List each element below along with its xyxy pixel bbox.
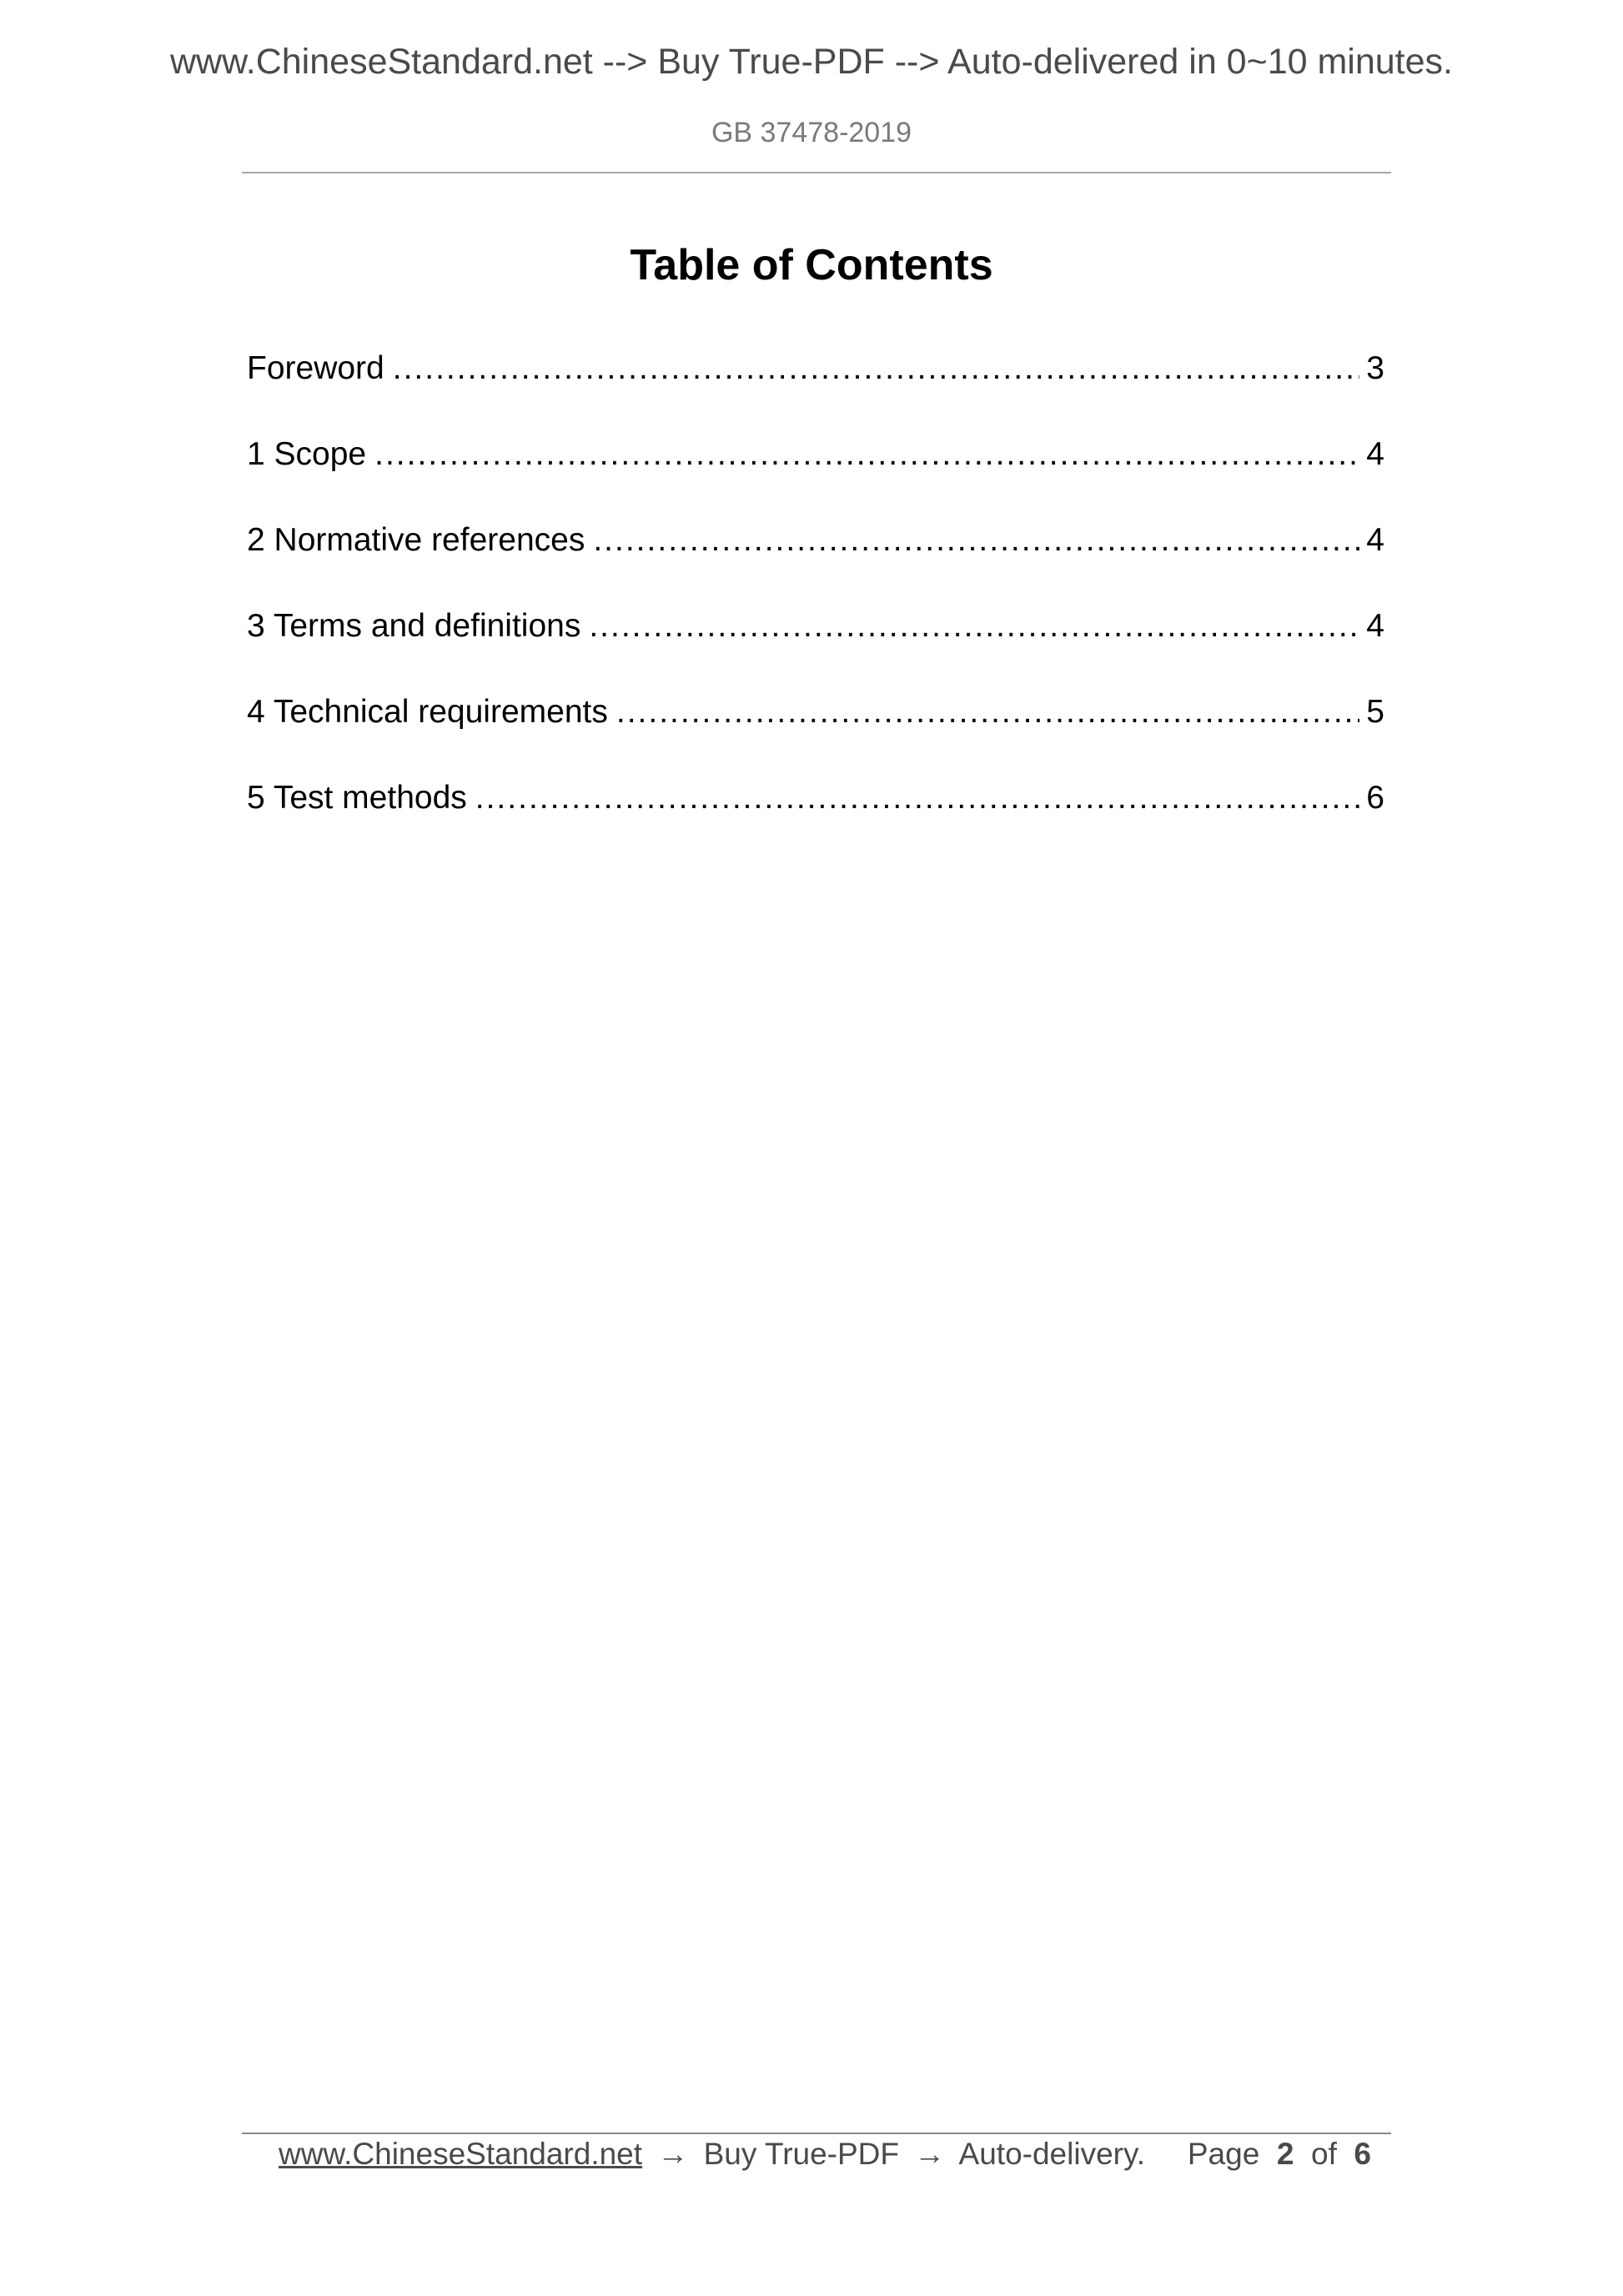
toc-list	[247, 350, 1384, 866]
toc-dot-leader	[393, 350, 1360, 387]
footer-divider	[242, 2133, 1391, 2134]
toc-entry-page: 3	[1366, 350, 1384, 386]
right-arrow-icon: →	[914, 2137, 946, 2171]
page-footer	[279, 2137, 1371, 2172]
toc-entry-label: 5 Test methods	[247, 780, 467, 816]
toc-entry-normative-references[interactable]	[247, 522, 1384, 608]
toc-dot-leader	[475, 780, 1360, 816]
toc-entry-foreword[interactable]	[247, 350, 1384, 436]
header-divider	[242, 172, 1391, 173]
toc-entry-test-methods[interactable]	[247, 780, 1384, 866]
toc-entry-label: 3 Terms and definitions	[247, 608, 581, 644]
header-banner: www.ChineseStandard.net --> Buy True-PDF --> Auto-delivered in 0~10 minutes.	[169, 42, 1453, 82]
toc-dot-leader	[593, 522, 1359, 559]
toc-entry-page: 6	[1366, 780, 1384, 816]
toc-dot-leader	[616, 694, 1359, 731]
of-word: of	[1311, 2137, 1337, 2171]
footer-site-link[interactable]: www.ChineseStandard.net	[279, 2137, 643, 2171]
footer-buy-text: Buy True-PDF	[703, 2137, 900, 2171]
toc-entry-page: 5	[1366, 694, 1384, 730]
toc-dot-leader	[374, 436, 1359, 473]
toc-entry-label: 1 Scope	[247, 436, 367, 472]
toc-entry-label: Foreword	[247, 350, 384, 386]
toc-entry-label: 4 Technical requirements	[247, 694, 608, 730]
page-total: 6	[1354, 2137, 1371, 2171]
footer-delivery-text: Auto-delivery.	[958, 2137, 1146, 2171]
right-arrow-icon: →	[657, 2137, 689, 2171]
toc-entry-page: 4	[1366, 436, 1384, 472]
toc-entry-scope[interactable]	[247, 436, 1384, 522]
toc-dot-leader	[589, 608, 1359, 645]
page-current: 2	[1276, 2137, 1294, 2171]
page-word: Page	[1187, 2137, 1260, 2171]
toc-entry-terms-and-definitions[interactable]	[247, 608, 1384, 694]
toc-entry-label: 2 Normative references	[247, 522, 585, 558]
toc-title: Table of Contents	[630, 241, 993, 289]
toc-entry-technical-requirements[interactable]	[247, 694, 1384, 780]
toc-entry-page: 4	[1366, 522, 1384, 558]
toc-entry-page: 4	[1366, 608, 1384, 644]
page-indicator	[1188, 2137, 1371, 2172]
standard-code: GB 37478-2019	[711, 117, 912, 148]
